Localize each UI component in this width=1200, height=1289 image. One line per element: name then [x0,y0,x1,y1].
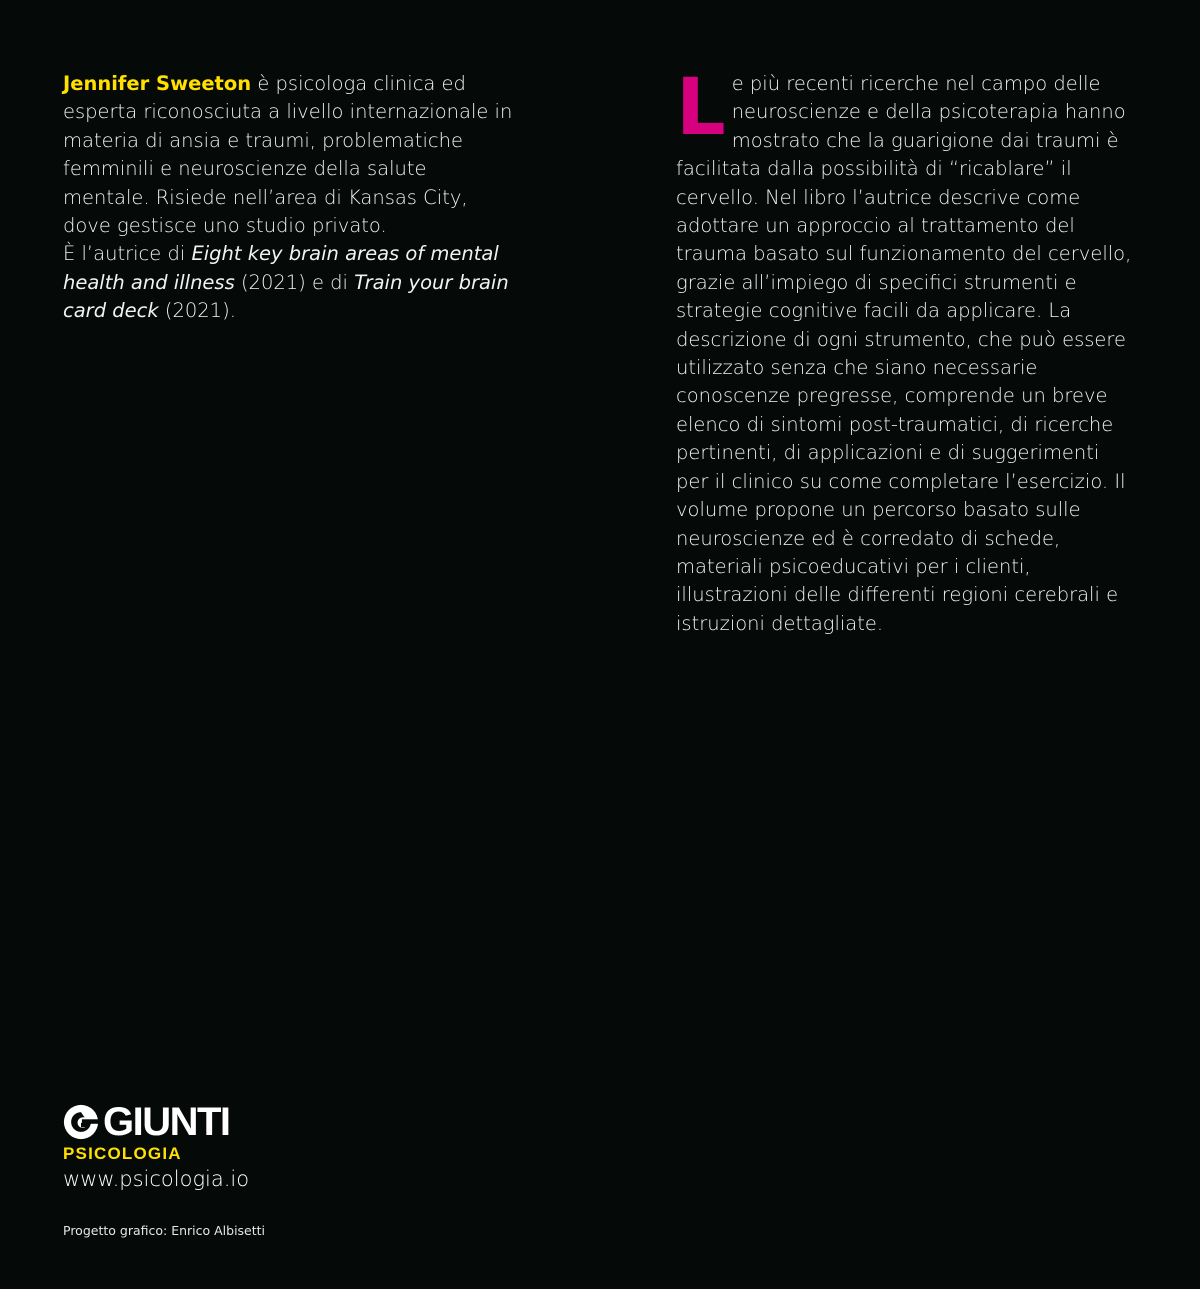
author-bio [63,70,513,326]
author-works-paragraph [63,240,513,325]
work-year-1: (2021) e di [234,270,355,294]
logo-row [63,1102,230,1142]
author-works-prefix: È l’autrice di [63,242,192,266]
giunti-g-logo-icon [63,1104,99,1140]
author-bio-paragraph [63,70,513,240]
book-description [676,63,1136,638]
work-title-1: Eight key brain areas of mental health and illness [63,242,499,294]
publisher-logo [63,1102,230,1164]
design-credit: Progetto grafico: Enrico Albisetti [63,1223,266,1238]
description-text: e più recenti ricerche nel campo delle neuroscienze e della psicoterapia hanno mostrato che la guarigione dai traumi è facilitata dalla possibilità di “ricablare” il cervello. Nel libro l’autrice descrive come adottare un approccio al trattamento del trauma basato sul funzionamento del cervello, grazie all’impiego di specifici strumenti e strategie cognitive facili da applicare. La descrizione di ogni strumento, che può essere utilizzato senza che siano necessarie conoscenze pregresse, comprende un breve elenco di sintomi post-traumatici, di ricerche pertinenti, di applicazioni e di suggerimenti per il clinico su come completare l’esercizio. Il volume propone un percorso basato sulle neuroscienze ed è corredato di schede, materiali psicoeducativi per i clienti, illustrazioni delle differenti regioni cerebrali e istruzioni dettagliate. [676,72,1132,635]
author-name: Jennifer Sweeton [63,72,252,95]
drop-cap: L [676,63,726,153]
work-title-2: Train your brain card deck [63,270,509,323]
author-bio-intro: è psicologa clinica ed esperta riconosciuta a livello internazionale in materia di ansia e traumi, problematiche femminili e neuroscienze della salute mentale. Risiede nell’area di Kansas City, dove gestisce uno studio privato. [63,72,513,238]
logo-wordmark: GIUNTI [103,1100,230,1144]
work-year-2: (2021). [158,299,236,323]
description-paragraph [676,63,1136,638]
logo-subtitle: PSICOLOGIA [63,1144,182,1163]
publisher-website: www.psicologia.io [63,1167,250,1191]
